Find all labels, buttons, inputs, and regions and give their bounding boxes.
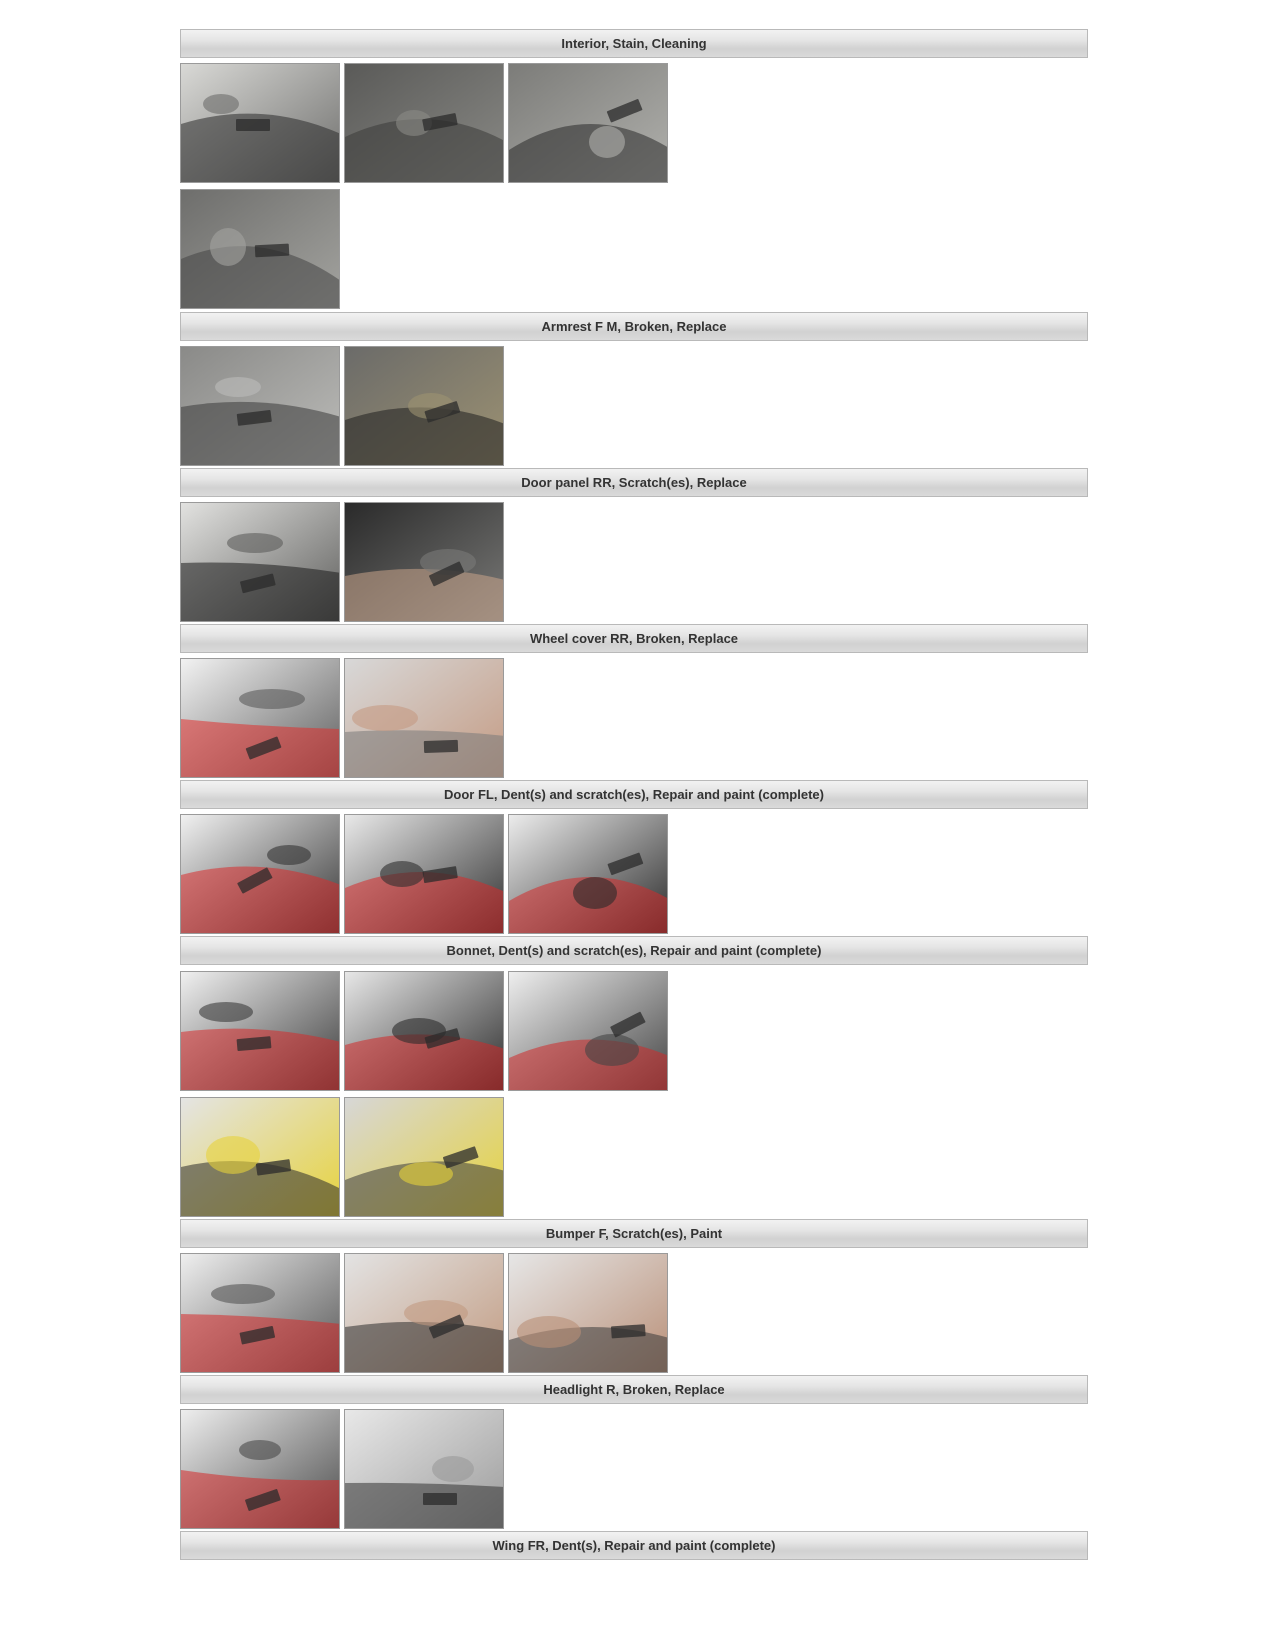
section-header-bumper-f [180,1219,1088,1248]
photo-image [345,659,504,778]
damage-photo[interactable] [344,63,504,183]
photo-image [345,1098,504,1217]
section-title: Headlight R, Broken, Replace [543,1382,725,1397]
section-title: Wheel cover RR, Broken, Replace [529,631,739,646]
photo-image [181,972,340,1091]
section-title: Bonnet, Dent(s) and scratch(es), Repair and paint (complete) [446,943,822,958]
damage-photo[interactable] [508,1253,668,1373]
damage-photo[interactable] [344,814,504,934]
damage-photo[interactable] [180,502,340,622]
section-header-wheel-cover-rr [180,624,1088,653]
section-header-bonnet [180,936,1088,965]
damage-photo[interactable] [180,1097,340,1217]
damage-photo[interactable] [508,814,668,934]
photo-image [181,190,340,309]
section-title: Bumper F, Scratch(es), Paint [545,1226,723,1241]
section-title: Door FL, Dent(s) and scratch(es), Repair and paint (complete) [444,787,824,802]
photo-image [345,64,504,183]
damage-photo[interactable] [180,971,340,1091]
section-title: Interior, Stain, Cleaning [561,36,707,51]
photo-image [345,347,504,466]
section-title: Wing FR, Dent(s), Repair and paint (complete) [492,1538,776,1553]
damage-photo[interactable] [180,1409,340,1529]
section-header-wing-fr [180,1531,1088,1560]
section-header-door-fl [180,780,1088,809]
damage-photo[interactable] [508,63,668,183]
section-header-headlight-r [180,1375,1088,1404]
section-header-door-panel-rr [180,468,1088,497]
damage-photo[interactable] [344,1409,504,1529]
photo-image [345,1410,504,1529]
photo-image [509,815,668,934]
photo-image [345,972,504,1091]
damage-photo[interactable] [344,346,504,466]
damage-photo[interactable] [180,658,340,778]
damage-photo[interactable] [344,502,504,622]
section-title: Armrest F M, Broken, Replace [541,319,727,334]
section-title: Door panel RR, Scratch(es), Replace [521,475,747,490]
section-header-armrest [180,312,1088,341]
photo-image [509,1254,668,1373]
photo-image [181,503,340,622]
photo-image [509,64,668,183]
photo-image [181,1098,340,1217]
damage-photo[interactable] [180,189,340,309]
damage-photo[interactable] [180,63,340,183]
damage-photo[interactable] [180,346,340,466]
photo-image [345,1254,504,1373]
damage-photo[interactable] [508,971,668,1091]
photo-image [181,659,340,778]
damage-photo[interactable] [344,971,504,1091]
damage-photo[interactable] [180,814,340,934]
section-header-interior-stain [180,29,1088,58]
photo-image [181,347,340,466]
photo-image [181,1410,340,1529]
photo-image [181,64,340,183]
photo-image [345,503,504,622]
photo-image [345,815,504,934]
damage-photo[interactable] [180,1253,340,1373]
damage-photo[interactable] [344,658,504,778]
photo-image [181,815,340,934]
photo-image [509,972,668,1091]
damage-photo[interactable] [344,1097,504,1217]
photo-image [181,1254,340,1373]
damage-photo[interactable] [344,1253,504,1373]
